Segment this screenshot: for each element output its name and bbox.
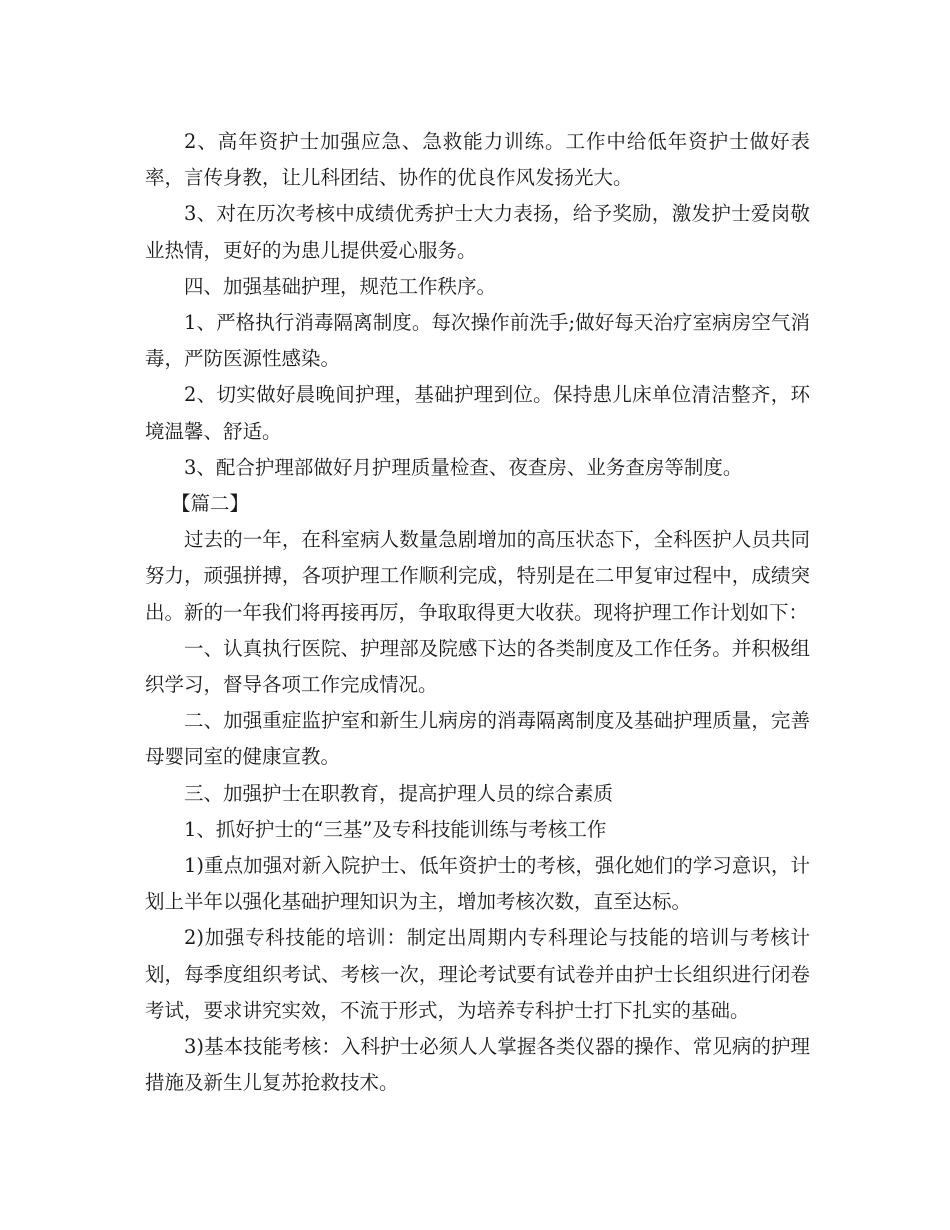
paragraph: 过去的一年，在科室病人数量急剧增加的高压状态下，全科医护人员共同努力，顽强拼搏，各项护理工作顺利完成，特别是在二甲复审过程中，成绩突出。新的一年我们将再接再厉，争取取得更大收获。现将护理工作计划如下： — [145, 528, 810, 624]
paragraph: 1、严格执行消毒隔离制度。每次操作前洗手;做好每天治疗室病房空气消毒，严防医源性感染。 — [145, 311, 810, 371]
document-body — [145, 124, 810, 1101]
section-heading: 四、加强基础护理，规范工作秩序。 — [184, 274, 497, 298]
paragraph: 2)加强专科技能的培训：制定出周期内专科理论与技能的培训与考核计划，每季度组织考试、考核一次，理论考试要有试卷并由护士长组织进行闭卷考试，要求讲究实效，不流于形式，为培养专科护士打下扎实的基础。 — [145, 926, 810, 1022]
paragraph: 1)重点加强对新入院护士、低年资护士的考核，强化她们的学习意识，计划上半年以强化基础护理知识为主，增加考核次数，直至达标。 — [145, 854, 810, 914]
paragraph: 3、配合护理部做好月护理质量检查、夜查房、业务查房等制度。 — [184, 455, 743, 479]
chapter-heading: 【篇二】 — [171, 492, 250, 516]
paragraph: 一、认真执行医院、护理部及院感下达的各类制度及工作任务。并积极组织学习，督导各项工作完成情况。 — [145, 636, 810, 697]
paragraph: 二、加强重症监护室和新生儿病房的消毒隔离制度及基础护理质量，完善母婴同室的健康宣教。 — [145, 709, 810, 769]
paragraph: 2、高年资护士加强应急、急救能力训练。工作中给低年资护士做好表率，言传身教，让儿科团结、协作的优良作风发扬光大。 — [145, 130, 810, 190]
paragraph: 3、对在历次考核中成绩优秀护士大力表扬，给予奖励，激发护士爱岗敬业热情，更好的为患儿提供爱心服务。 — [145, 202, 810, 262]
paragraph: 3)基本技能考核：入科护士必须人人掌握各类仪器的操作、常见病的护理措施及新生儿复苏抢救技术。 — [145, 1035, 810, 1095]
section-heading: 三、加强护士在职教育，提高护理人员的综合素质 — [184, 781, 614, 805]
paragraph: 2、切实做好晨晚间护理，基础护理到位。保持患儿床单位清洁整齐，环境温馨、舒适。 — [145, 383, 810, 443]
subsection-heading: 1、抓好护士的“三基”及专科技能训练与考核工作 — [184, 817, 607, 841]
